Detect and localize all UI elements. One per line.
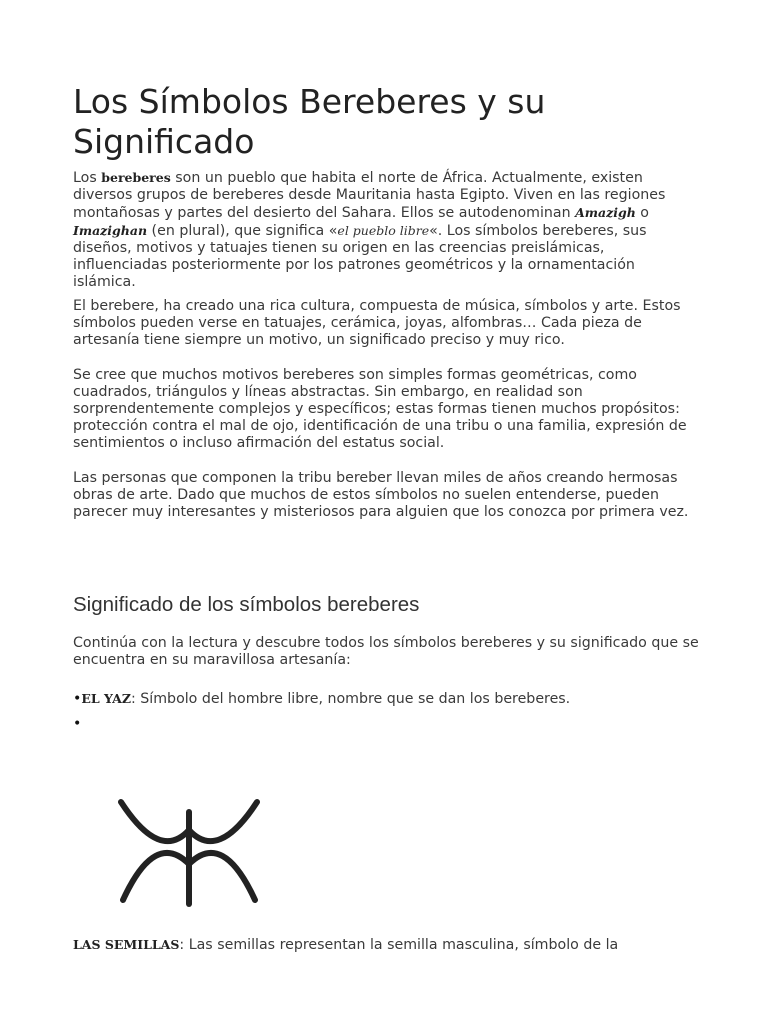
bullet-dot: • [73,716,82,732]
intro-text-3: o [635,205,649,221]
bullet-el-yaz [73,690,701,708]
paragraph-geometric: Se cree que muchos motivos bereberes son simples formas geométricas, como cuadrados, triángulos y líneas abstractas. Sin embargo, en realidad son sorprendentemente complejos y específicos; estas formas tienen muchos propósitos: protección contra el mal de ojo, identificación de una tribu o una familia, expresión de sentimientos o incluso afirmación del estatus social. [73,367,687,451]
paragraph-tribe-art: Las personas que componen la tribu bereber llevan miles de años creando hermosas obras de arte. Dado que muchos de estos símbolos no suelen entenderse, pueden parecer muy interesantes y misteriosos para alguien que los conozca por primera vez. [73,470,689,520]
intro-text-1: Los [73,170,102,186]
page-title: Los Símbolos Bereberes y su Significado [73,82,546,161]
section-intro: Continúa con la lectura y descubre todos los símbolos bereberes y su significado que se encuentra en su maravillosa artesanía: [73,635,699,668]
las-semillas-description: : Las semillas representan la semilla masculina, símbolo de la [179,937,619,953]
intro-text-4: (en plural), que significa « [147,223,338,239]
term-imazighan: Imazighan [73,223,148,238]
paragraph-culture: El berebere, ha creado una rica cultura, compuesta de música, símbolos y arte. Estos símbolos pueden verse en tatuajes, cerámica, joyas, alfombras… Cada pieza de artesanía tiene siempre un motivo, un significado preciso y muy rico. [73,298,681,348]
term-bereberes: bereberes [101,170,171,185]
intro-text-2: son un pueblo que habita el norte de África. Actualmente, existen diversos grupos de bereberes desde Mauritania hasta Egipto. Viven en las regiones montañosas y partes del desierto del Sahara. Ellos se autodenominan [73,170,666,221]
bullet-empty [73,716,701,733]
intro-text-5: «. Los símbolos bereberes, sus diseños, motivos y tatuajes tienen su origen en las creencias preislámicas, influenciadas posteriormente por los patrones geométricos y la ornamentación islámica. [73,223,647,290]
term-el-pueblo-libre: el pueblo libre [337,223,430,238]
intro-paragraph [73,169,701,291]
term-el-yaz: EL YAZ [81,691,131,706]
item-las-semillas [73,936,701,954]
section-heading: Significado de los símbolos bereberes [73,593,420,616]
el-yaz-description: : Símbolo del hombre libre, nombre que se dan los bereberes. [131,691,571,707]
bullet-dot: • [73,691,82,707]
term-amazigh: Amazigh [575,205,636,220]
term-las-semillas: LAS SEMILLAS [73,937,180,952]
yaz-symbol-icon [115,792,265,912]
